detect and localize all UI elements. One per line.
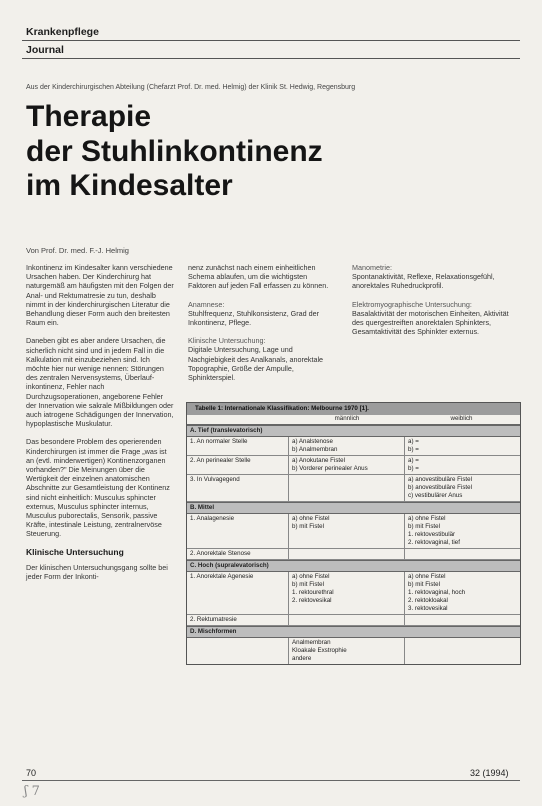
table-section-heading: B. Mittel (187, 502, 520, 514)
page-number: 70 (26, 768, 37, 778)
table-section-heading: A. Tief (translevatorisch) (187, 425, 520, 437)
paragraph: Daneben gibt es aber andere Ursachen, die sicherlich nicht sind und in jedem Fall in die Kalkulation mit einzubeziehen sind. Ich möchte hier nur wenige nennen: Störungen des zentralen Nervensystems, Überlauf-inkontinenz, Fehler nach Durchzugsoperationen, angeborene Fehler der Innervation wie sakrale Mißbildungen oder auch iatrogene Schädigungen der Innervation, hypoplastische Muskulatur. (26, 336, 174, 429)
table-row (187, 615, 520, 626)
table-cell-line: b) mit Fistel (292, 523, 324, 530)
table-cell-line: andere (292, 655, 312, 662)
handwritten-mark: ʃ 7 (24, 784, 40, 799)
column-header-female: weiblich (450, 415, 473, 422)
table-cell-line: a) Analstenose (292, 438, 333, 445)
table-cell-line: a) anovestibuläre Fistel (408, 476, 472, 483)
table-cell-line: 1. rektovaginal, hoch (408, 589, 466, 596)
table-cell-line: 2. rektokloakal (408, 597, 448, 604)
table-cell (405, 549, 518, 559)
table-cell-line: 2. rektovaginal, tief (408, 539, 460, 546)
table-cell-line: 1. Anorektale Agenesie (190, 573, 254, 580)
table-cell (289, 475, 405, 501)
table-section-heading: D. Mischformen (187, 626, 520, 638)
klinik-label: Klinische Untersuchung: (188, 336, 266, 346)
table-cell-line: b) mit Fistel (408, 523, 440, 530)
paragraph: nenz zunächst nach einem einheitlichen Schema ablaufen, um die wichtigsten Faktoren auf jeden Fall erfassen zu können. (188, 263, 329, 291)
table-row (187, 638, 520, 664)
table-cell (289, 514, 405, 548)
table-cell-line: 2. An perinealer Stelle (190, 457, 251, 464)
table-cell (289, 437, 405, 455)
table-cell (405, 456, 518, 474)
paragraph: Digitale Untersuchung, Lage und Nachgiebigkeit des Analkanals, anorektale Topographie, Größe der Ampulle, Sphinkterspiel. (188, 345, 324, 383)
table-cell-line: 2. Anorektale Stenose (190, 550, 251, 557)
text-column-1 (26, 263, 174, 590)
table-header-row (187, 415, 520, 425)
table-body (187, 425, 520, 664)
table-cell (187, 615, 289, 625)
table-cell-line: a) = (408, 438, 419, 445)
table-row (187, 549, 520, 560)
paragraph: Inkontinenz im Kindesalter kann verschiedene Ursachen haben. Der Kinderchirurg hat naturgemäß am häufigsten mit den Folgen der Anal- und Rektumatresie zu tun, deshalb nimmt in der kinderchirurgischen Literatur die Behandlung dieser Form auch den breitesten Raum ein. (26, 263, 174, 328)
table-cell (289, 456, 405, 474)
table-cell (187, 456, 289, 474)
table-cell-line: 1. Analagenesie (190, 515, 235, 522)
table-cell-line: Kloakale Exstrophie (292, 647, 347, 654)
table-cell (405, 437, 518, 455)
paragraph: Stuhlfrequenz, Stuhlkonsistenz, Grad der Inkontinenz, Pflege. (188, 308, 320, 328)
author-line: Von Prof. Dr. med. F.-J. Helmig (26, 246, 129, 255)
table-header-blank (187, 415, 289, 424)
paragraph: Der klinischen Untersuchungsgang sollte bei jeder Form der Inkonti- (26, 562, 168, 582)
table-cell (405, 514, 518, 548)
table-cell-line: 1. rektovestibulär (408, 531, 456, 538)
table-cell-line: a) ohne Fistel (292, 515, 330, 522)
paragraph: Basalaktivität der motorischen Einheiten, Aktivität des quergestreiften anorektalen Sphinkters, Gesamtaktivität des Sphinkter externus. (352, 308, 509, 337)
table-cell-line: a) ohne Fistel (292, 573, 330, 580)
paragraph: Spontanaktivität, Reflexe, Relaxationsgefühl, anorektales Ruhedruckprofil. (352, 272, 495, 291)
table-cell-line: b) Vorderer perinealer Anus (292, 465, 368, 472)
table-row (187, 437, 520, 456)
table-row (187, 514, 520, 549)
table-cell-line: 3. In Vulvagegend (190, 476, 240, 483)
table-cell-line: a) = (408, 457, 419, 464)
classification-table (186, 402, 521, 665)
emg-label: Elektromyographische Untersuchung: (352, 299, 472, 309)
table-cell-line: b) mit Fistel (408, 581, 440, 588)
text-column-3 (352, 263, 516, 345)
journal-header-line1: Krankenpflege (26, 26, 99, 38)
table-cell (187, 437, 289, 455)
table-cell-line: b) = (408, 465, 419, 472)
table-cell-line: b) mit Fistel (292, 581, 324, 588)
table-cell-line: c) vestibulärer Anus (408, 492, 463, 499)
table-cell-line: 3. rektovesikal (408, 605, 448, 612)
table-cell (289, 615, 405, 625)
section-heading: Klinische Untersuchung (26, 546, 124, 557)
table-cell-line: 2. Rektumatresie (190, 616, 237, 623)
table-cell (405, 638, 518, 664)
paragraph: Das besondere Problem des operierenden Kinderchirurgen ist immer die Frage „was ist an (evtl. minderwertigen) Kontinenzorganen vorhanden?" Die Meinungen über die Wertigkeit der einzelnen anatomischen Abschnitte zur Gesamtleistung der Kontinenz sind nicht einheitlich: Musculus sphincter externus, Musculus sphincter internus, Musculus puborectalis, Sensorik, passive Kräfte, intestinale Leistung, zentralnervöse Steuerung. (26, 437, 170, 539)
table-cell-line: b) = (408, 446, 419, 453)
table-row (187, 475, 520, 502)
table-cell (289, 549, 405, 559)
table-cell (405, 572, 518, 614)
table-caption: Tabelle 1: Internationale Klassifikation: Melbourne 1970 [1]. (187, 403, 520, 415)
table-cell (187, 514, 289, 548)
table-cell-line: Analmembran (292, 639, 331, 646)
footer-divider (22, 780, 520, 781)
article-title (26, 100, 323, 204)
table-cell (289, 638, 405, 664)
table-cell-line: 2. rektovesikal (292, 597, 332, 604)
table-cell-line: a) ohne Fistel (408, 515, 446, 522)
table-cell (405, 615, 518, 625)
header-divider-2 (22, 58, 520, 59)
text-column-2 (188, 263, 335, 391)
table-row (187, 456, 520, 475)
title-line-1: Therapie (26, 100, 152, 133)
journal-header-line2: Journal (26, 44, 64, 56)
table-cell-line: a) Anokutane Fistel (292, 457, 345, 464)
table-cell-line: b) anovestibuläre Fistel (408, 484, 472, 491)
table-cell (187, 549, 289, 559)
table-cell (187, 475, 289, 501)
header-divider (22, 40, 520, 41)
title-line-3: im Kindesalter (26, 169, 233, 202)
column-header-male: männlich (334, 415, 360, 422)
table-cell-line: 1. rektourethral (292, 589, 334, 596)
table-cell (405, 475, 518, 501)
affiliation: Aus der Kinderchirurgischen Abteilung (Chefarzt Prof. Dr. med. Helmig) der Klinik St. Hedwig, Regensburg (26, 84, 356, 91)
anamnese-label: Anamnese: (188, 299, 225, 309)
table-cell-line: 1. An normaler Stelle (190, 438, 248, 445)
manometrie-label: Manometrie: (352, 263, 392, 272)
issue-number: 32 (1994) (470, 768, 509, 778)
table-cell (187, 638, 289, 664)
table-row (187, 572, 520, 615)
title-line-2: der Stuhlinkontinenz (26, 134, 323, 168)
table-cell (187, 572, 289, 614)
table-cell-line: b) Analmembran (292, 446, 338, 453)
table-cell (289, 572, 405, 614)
table-cell-line: a) ohne Fistel (408, 573, 446, 580)
table-section-heading: C. Hoch (supralevatorisch) (187, 560, 520, 572)
